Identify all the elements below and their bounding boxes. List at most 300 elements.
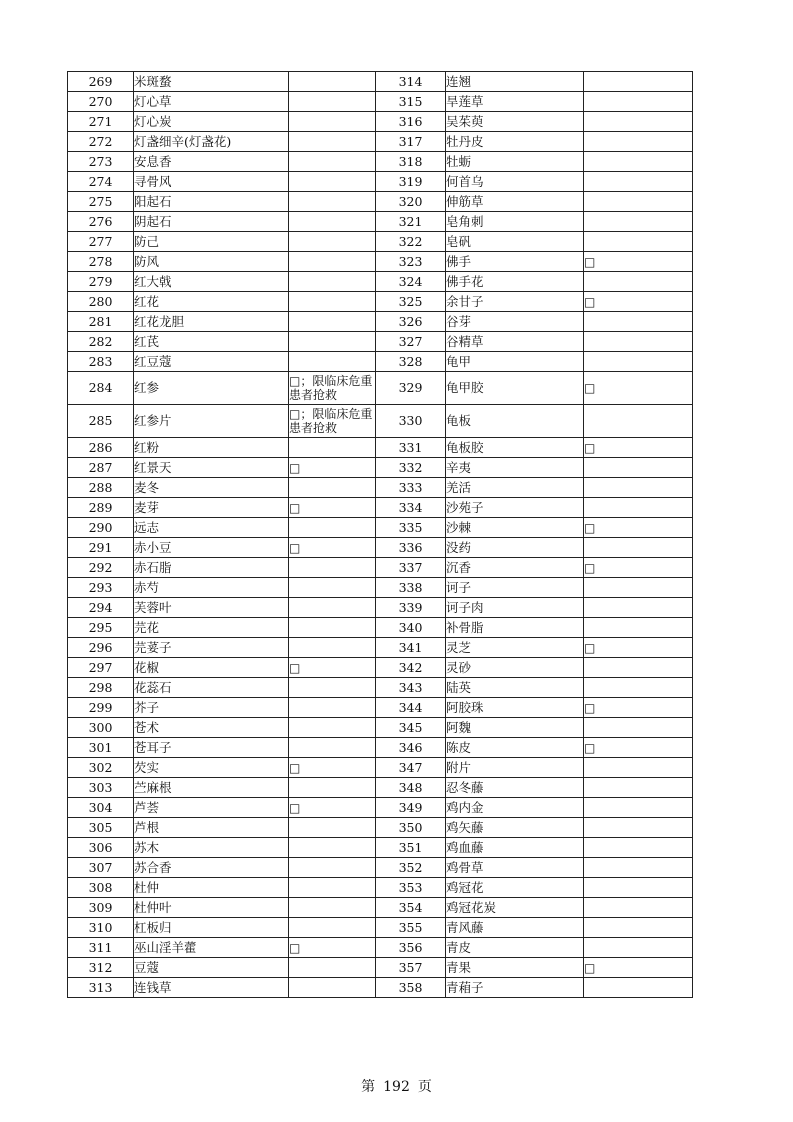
right-number-cell: 343 [376,678,446,698]
left-name-cell: 红大戟 [134,272,289,292]
right-number-cell: 326 [376,312,446,332]
left-note-cell: □ [289,798,376,818]
table-row [68,978,693,998]
right-number-cell: 324 [376,272,446,292]
left-number-cell: 286 [68,438,134,458]
right-note-cell: □ [584,292,693,312]
right-name-cell: 龟板胶 [446,438,584,458]
right-note-cell: □ [584,738,693,758]
right-number-cell: 318 [376,152,446,172]
right-number-cell: 315 [376,92,446,112]
table-row [68,112,693,132]
left-name-cell: 红景天 [134,458,289,478]
table-row [68,252,693,272]
right-number-cell: 328 [376,352,446,372]
right-name-cell: 龟板 [446,405,584,438]
left-number-cell: 289 [68,498,134,518]
right-number-cell: 350 [376,818,446,838]
table-row [68,758,693,778]
right-note-cell [584,778,693,798]
left-note-cell [289,192,376,212]
right-number-cell: 340 [376,618,446,638]
left-note-cell [289,292,376,312]
left-note-cell [289,638,376,658]
right-note-cell: □ [584,252,693,272]
right-note-cell [584,152,693,172]
left-name-cell: 苍耳子 [134,738,289,758]
table-row [68,718,693,738]
right-note-cell [584,818,693,838]
table-row [68,132,693,152]
right-name-cell: 龟甲胶 [446,372,584,405]
right-number-cell: 357 [376,958,446,978]
right-note-cell [584,618,693,638]
right-number-cell: 335 [376,518,446,538]
right-number-cell: 322 [376,232,446,252]
left-number-cell: 304 [68,798,134,818]
left-number-cell: 277 [68,232,134,252]
left-number-cell: 278 [68,252,134,272]
left-note-cell [289,978,376,998]
right-note-cell [584,478,693,498]
left-note-cell [289,232,376,252]
right-name-cell: 鸡冠花炭 [446,898,584,918]
left-number-cell: 276 [68,212,134,232]
right-name-cell: 佛手 [446,252,584,272]
right-name-cell: 沙苑子 [446,498,584,518]
left-number-cell: 271 [68,112,134,132]
table-row [68,838,693,858]
right-number-cell: 348 [376,778,446,798]
left-name-cell: 杜仲叶 [134,898,289,918]
left-name-cell: 赤小豆 [134,538,289,558]
left-number-cell: 287 [68,458,134,478]
right-name-cell: 谷芽 [446,312,584,332]
left-number-cell: 275 [68,192,134,212]
table-row [68,878,693,898]
left-number-cell: 311 [68,938,134,958]
left-note-cell [289,312,376,332]
left-number-cell: 312 [68,958,134,978]
left-note-cell: □ [289,498,376,518]
left-number-cell: 291 [68,538,134,558]
right-name-cell: 沙棘 [446,518,584,538]
table-row [68,192,693,212]
table-row [68,312,693,332]
left-name-cell: 芦根 [134,818,289,838]
right-name-cell: 没药 [446,538,584,558]
left-note-cell [289,578,376,598]
table-row [68,152,693,172]
right-name-cell: 鸡内金 [446,798,584,818]
table-row [68,938,693,958]
table-row [68,738,693,758]
right-note-cell [584,232,693,252]
left-note-cell [289,172,376,192]
right-note-cell [584,272,693,292]
left-name-cell: 芙蓉叶 [134,598,289,618]
left-number-cell: 283 [68,352,134,372]
left-name-cell: 杠板归 [134,918,289,938]
right-note-cell [584,718,693,738]
left-number-cell: 285 [68,405,134,438]
right-name-cell: 陈皮 [446,738,584,758]
left-name-cell: 芫花 [134,618,289,638]
right-note-cell [584,978,693,998]
right-name-cell: 补骨脂 [446,618,584,638]
right-note-cell [584,352,693,372]
right-name-cell: 吴茱萸 [446,112,584,132]
left-number-cell: 299 [68,698,134,718]
left-note-cell [289,618,376,638]
table-row [68,598,693,618]
right-number-cell: 331 [376,438,446,458]
right-number-cell: 347 [376,758,446,778]
table-row [68,558,693,578]
right-note-cell [584,458,693,478]
table-row [68,72,693,92]
right-name-cell: 诃子肉 [446,598,584,618]
right-number-cell: 344 [376,698,446,718]
left-name-cell: 芦荟 [134,798,289,818]
left-note-cell [289,92,376,112]
right-note-cell [584,312,693,332]
table-row [68,818,693,838]
left-name-cell: 苏木 [134,838,289,858]
left-number-cell: 300 [68,718,134,738]
left-note-cell: □ [289,938,376,958]
right-name-cell: 龟甲 [446,352,584,372]
left-note-cell [289,112,376,132]
table-row [68,958,693,978]
right-number-cell: 336 [376,538,446,558]
table-row [68,372,693,405]
table-row [68,638,693,658]
herb-list-body [68,72,693,998]
left-name-cell: 米斑蝥 [134,72,289,92]
right-number-cell: 349 [376,798,446,818]
right-note-cell [584,758,693,778]
right-number-cell: 323 [376,252,446,272]
right-number-cell: 332 [376,458,446,478]
right-note-cell [584,598,693,618]
table-row [68,798,693,818]
table-row [68,538,693,558]
left-note-cell [289,478,376,498]
left-name-cell: 红花龙胆 [134,312,289,332]
right-number-cell: 321 [376,212,446,232]
left-number-cell: 269 [68,72,134,92]
left-note-cell: □；限临床危重患者抢救 [289,405,376,438]
left-number-cell: 290 [68,518,134,538]
left-name-cell: 红芪 [134,332,289,352]
table-row [68,518,693,538]
right-note-cell [584,858,693,878]
right-name-cell: 灵砂 [446,658,584,678]
left-name-cell: 阴起石 [134,212,289,232]
right-note-cell [584,538,693,558]
left-number-cell: 282 [68,332,134,352]
left-number-cell: 280 [68,292,134,312]
left-note-cell: □ [289,658,376,678]
left-note-cell [289,252,376,272]
left-note-cell [289,818,376,838]
table-row [68,405,693,438]
left-name-cell: 安息香 [134,152,289,172]
left-name-cell: 杜仲 [134,878,289,898]
right-note-cell [584,498,693,518]
left-name-cell: 豆蔻 [134,958,289,978]
left-note-cell [289,518,376,538]
left-note-cell [289,858,376,878]
left-number-cell: 272 [68,132,134,152]
left-name-cell: 连钱草 [134,978,289,998]
left-number-cell: 292 [68,558,134,578]
left-name-cell: 芡实 [134,758,289,778]
left-name-cell: 巫山淫羊藿 [134,938,289,958]
left-note-cell [289,878,376,898]
left-note-cell: □ [289,758,376,778]
right-name-cell: 诃子 [446,578,584,598]
right-note-cell: □ [584,698,693,718]
table-row [68,898,693,918]
right-number-cell: 319 [376,172,446,192]
right-number-cell: 325 [376,292,446,312]
left-note-cell [289,438,376,458]
left-note-cell [289,738,376,758]
left-name-cell: 阳起石 [134,192,289,212]
left-note-cell [289,898,376,918]
right-note-cell [584,938,693,958]
left-note-cell: □ [289,538,376,558]
left-name-cell: 芥子 [134,698,289,718]
right-name-cell: 皂矾 [446,232,584,252]
left-note-cell [289,718,376,738]
right-name-cell: 陆英 [446,678,584,698]
table-row [68,352,693,372]
right-number-cell: 320 [376,192,446,212]
table-row [68,858,693,878]
left-note-cell [289,352,376,372]
right-note-cell: □ [584,518,693,538]
left-name-cell: 红花 [134,292,289,312]
left-number-cell: 294 [68,598,134,618]
right-number-cell: 330 [376,405,446,438]
left-name-cell: 芫荽子 [134,638,289,658]
left-number-cell: 313 [68,978,134,998]
right-name-cell: 忍冬藤 [446,778,584,798]
right-number-cell: 333 [376,478,446,498]
left-note-cell: □；限临床危重患者抢救 [289,372,376,405]
left-name-cell: 远志 [134,518,289,538]
table-row [68,92,693,112]
right-name-cell: 牡蛎 [446,152,584,172]
herb-list-table [67,71,693,998]
right-number-cell: 358 [376,978,446,998]
right-name-cell: 鸡骨草 [446,858,584,878]
left-note-cell [289,598,376,618]
right-name-cell: 灵芝 [446,638,584,658]
right-number-cell: 352 [376,858,446,878]
right-number-cell: 329 [376,372,446,405]
footer-prefix: 第 [361,1079,376,1095]
left-number-cell: 296 [68,638,134,658]
right-number-cell: 327 [376,332,446,352]
table-row [68,678,693,698]
left-number-cell: 301 [68,738,134,758]
left-number-cell: 295 [68,618,134,638]
left-note-cell [289,838,376,858]
right-name-cell: 青葙子 [446,978,584,998]
right-note-cell [584,405,693,438]
right-name-cell: 旱莲草 [446,92,584,112]
right-note-cell [584,878,693,898]
right-note-cell [584,798,693,818]
table-row [68,232,693,252]
right-number-cell: 338 [376,578,446,598]
left-number-cell: 279 [68,272,134,292]
right-note-cell [584,192,693,212]
left-note-cell [289,152,376,172]
left-name-cell: 花蕊石 [134,678,289,698]
left-name-cell: 灯盏细辛(灯盏花) [134,132,289,152]
right-number-cell: 334 [376,498,446,518]
left-number-cell: 309 [68,898,134,918]
left-number-cell: 310 [68,918,134,938]
right-name-cell: 羌活 [446,478,584,498]
right-name-cell: 青皮 [446,938,584,958]
table-row [68,172,693,192]
right-name-cell: 何首乌 [446,172,584,192]
left-name-cell: 红豆蔻 [134,352,289,372]
right-number-cell: 345 [376,718,446,738]
table-row [68,698,693,718]
left-name-cell: 苍术 [134,718,289,738]
left-number-cell: 306 [68,838,134,858]
right-number-cell: 356 [376,938,446,958]
right-note-cell [584,132,693,152]
left-name-cell: 防风 [134,252,289,272]
right-note-cell [584,112,693,132]
left-name-cell: 灯心炭 [134,112,289,132]
right-note-cell [584,332,693,352]
right-number-cell: 353 [376,878,446,898]
left-name-cell: 花椒 [134,658,289,678]
table-row [68,272,693,292]
table-row [68,618,693,638]
table-row [68,292,693,312]
left-note-cell [289,698,376,718]
footer-suffix: 页 [417,1079,432,1095]
left-number-cell: 270 [68,92,134,112]
right-name-cell: 牡丹皮 [446,132,584,152]
left-name-cell: 赤芍 [134,578,289,598]
left-number-cell: 308 [68,878,134,898]
right-name-cell: 伸筋草 [446,192,584,212]
left-note-cell [289,918,376,938]
right-note-cell [584,92,693,112]
left-name-cell: 麦芽 [134,498,289,518]
right-name-cell: 谷精草 [446,332,584,352]
left-name-cell: 红粉 [134,438,289,458]
left-note-cell [289,332,376,352]
table-row [68,498,693,518]
left-note-cell [289,272,376,292]
left-name-cell: 红参 [134,372,289,405]
left-number-cell: 297 [68,658,134,678]
page-number: 192 [383,1079,410,1095]
left-number-cell: 284 [68,372,134,405]
left-number-cell: 302 [68,758,134,778]
right-note-cell: □ [584,958,693,978]
right-number-cell: 354 [376,898,446,918]
right-name-cell: 佛手花 [446,272,584,292]
right-note-cell [584,212,693,232]
right-number-cell: 339 [376,598,446,618]
table-row [68,332,693,352]
right-name-cell: 阿魏 [446,718,584,738]
right-number-cell: 337 [376,558,446,578]
right-name-cell: 鸡冠花 [446,878,584,898]
left-number-cell: 307 [68,858,134,878]
left-name-cell: 苎麻根 [134,778,289,798]
left-number-cell: 303 [68,778,134,798]
right-number-cell: 355 [376,918,446,938]
right-note-cell [584,838,693,858]
table-row [68,478,693,498]
right-note-cell: □ [584,372,693,405]
right-number-cell: 341 [376,638,446,658]
right-note-cell: □ [584,438,693,458]
right-name-cell: 连翘 [446,72,584,92]
page-footer [0,1076,793,1096]
right-number-cell: 314 [376,72,446,92]
right-name-cell: 鸡血藤 [446,838,584,858]
left-note-cell [289,778,376,798]
right-number-cell: 351 [376,838,446,858]
left-name-cell: 苏合香 [134,858,289,878]
right-name-cell: 皂角刺 [446,212,584,232]
table-row [68,578,693,598]
right-name-cell: 附片 [446,758,584,778]
left-name-cell: 灯心草 [134,92,289,112]
left-name-cell: 红参片 [134,405,289,438]
right-number-cell: 317 [376,132,446,152]
table-row [68,918,693,938]
right-name-cell: 青果 [446,958,584,978]
left-number-cell: 288 [68,478,134,498]
left-note-cell [289,558,376,578]
right-name-cell: 鸡矢藤 [446,818,584,838]
right-number-cell: 316 [376,112,446,132]
right-name-cell: 沉香 [446,558,584,578]
right-name-cell: 青风藤 [446,918,584,938]
left-number-cell: 281 [68,312,134,332]
left-name-cell: 麦冬 [134,478,289,498]
right-note-cell: □ [584,558,693,578]
right-note-cell [584,678,693,698]
left-note-cell [289,678,376,698]
right-name-cell: 阿胶珠 [446,698,584,718]
right-note-cell [584,658,693,678]
left-name-cell: 赤石脂 [134,558,289,578]
right-note-cell [584,918,693,938]
right-name-cell: 辛夷 [446,458,584,478]
table-row [68,458,693,478]
left-number-cell: 274 [68,172,134,192]
table-row [68,212,693,232]
left-note-cell [289,132,376,152]
